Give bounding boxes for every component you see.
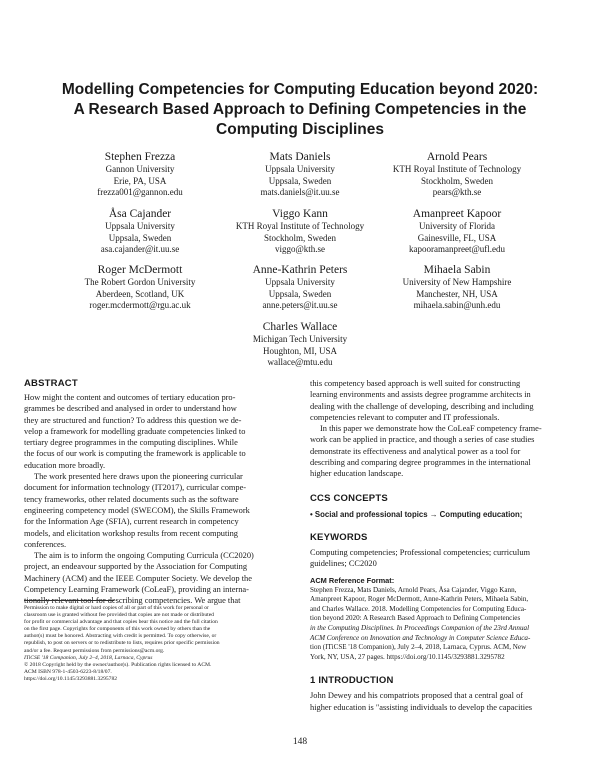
- author-email[interactable]: wallace@mtu.edu: [267, 357, 333, 367]
- right-column: [310, 378, 580, 713]
- author-location: Erie, PA, USA: [113, 175, 167, 186]
- author-affiliation: Michigan Tech University: [252, 334, 348, 344]
- ccs-heading: CCS CONCEPTS: [310, 492, 388, 504]
- text-line: dealing with the challenge of developing, describing and including: [310, 401, 534, 411]
- author-name: Mihaela Sabin: [423, 264, 491, 276]
- text-line: Amanpreet Kapoor, Roger McDermott, Anne-Kathrin Peters, Mihaela Sabin,: [310, 595, 529, 604]
- text-line: the focus of our work is computing the framework is applicable to: [24, 449, 246, 459]
- abstract-heading: ABSTRACT: [24, 378, 78, 389]
- venue-line: ITiCSE '18 Companion, July 2–4, 2018, Larnaca, Cyprus: [24, 654, 153, 661]
- author-name: Amanpreet Kapoor: [412, 208, 502, 220]
- author-email[interactable]: frezza001@gannon.edu: [97, 187, 183, 197]
- page-number: 148: [292, 737, 308, 747]
- notice-line: for profit or commercial advantage and that copies bear this notice and the full citation: [24, 619, 218, 626]
- text-line: document for information technology (IT2017), curricular compe-: [24, 483, 247, 493]
- body-paragraph: [310, 423, 580, 479]
- abstract-paragraph: [24, 471, 292, 550]
- text-line: models, and elicitation workshop results from recent computing: [24, 528, 238, 538]
- keywords-heading: KEYWORDS: [310, 531, 368, 543]
- text-line: project, an endeavour supported by the Association for Computing: [24, 562, 248, 572]
- notice-line: republish, to post on servers or to redistribute to lists, requires prior specific permission: [24, 640, 220, 647]
- text-line: learning environments and assists degree programme architects in: [310, 390, 531, 400]
- author-affiliation: The Robert Gordon University: [84, 277, 196, 287]
- text-line: guidelines; CC2020: [310, 559, 377, 569]
- author-affiliation: Uppsala University: [105, 221, 175, 231]
- text-line: higher education landscape.: [310, 469, 404, 479]
- author-email[interactable]: kapooramanpreet@ufl.edu: [409, 244, 505, 254]
- author-email[interactable]: pears@kth.se: [432, 187, 482, 197]
- author-name: Arnold Pears: [426, 151, 488, 163]
- text-line: tency frameworks, other related documents such as the software: [24, 494, 239, 504]
- author-block: [362, 150, 552, 199]
- author-affiliation: Uppsala University: [265, 164, 335, 174]
- title-line: Computing Disciplines: [216, 121, 384, 138]
- text-line: The aim is to inform the ongoing Computing Curricula (CC2020): [34, 551, 254, 561]
- author-affiliation: University of New Hampshire: [402, 277, 512, 287]
- body-paragraph: [310, 690, 580, 713]
- author-email[interactable]: roger.mcdermott@rgu.ac.uk: [89, 300, 191, 310]
- text-line: work can be applied in practice, and though a series of case studies: [310, 435, 535, 445]
- text-line: tertiary degree programmes in the computing disciplines. While: [24, 438, 238, 448]
- keywords-text: [310, 547, 580, 570]
- author-email[interactable]: viggo@kth.se: [274, 244, 326, 254]
- notice-line: author(s) must be honored. Abstracting with credit is permitted. To copy otherwise, or: [24, 633, 217, 640]
- author-affiliation: KTH Royal Institute of Technology: [235, 221, 365, 231]
- text-line: education more broadly.: [24, 460, 106, 470]
- author-affiliation: KTH Royal Institute of Technology: [392, 164, 522, 174]
- text-line: describing and comparing degree programmes in the international: [310, 458, 531, 468]
- text-line: demonstrate its effectiveness and analytical power as a tool for: [310, 446, 521, 456]
- title-line: A Research Based Approach to Defining Competencies in the: [73, 101, 527, 118]
- text-line: The work presented here draws upon the pioneering curricular: [34, 472, 243, 482]
- reference-format-heading: ACM Reference Format:: [310, 575, 395, 585]
- text-line: and Charles Wallace. 2018. Modelling Competencies for Computing Educa-: [310, 604, 527, 613]
- text-line: in the Computing Disciplines. In Proceedings Companion of the 23rd Annual: [310, 623, 530, 632]
- author-block: [362, 263, 552, 312]
- abstract-paragraph: [24, 550, 292, 606]
- author-location: Aberdeen, Scotland, UK: [95, 288, 185, 299]
- author-name: Åsa Cajander: [108, 208, 172, 220]
- text-line: conferences.: [24, 539, 67, 549]
- text-line: competencies relevant to computer and IT professionals.: [310, 412, 500, 422]
- abstract-paragraph: [24, 392, 292, 471]
- notice-line: and/or a fee. Request permissions from permissions@acm.org.: [24, 647, 165, 654]
- text-line: In this paper we demonstrate how the CoLeaF competency frame-: [320, 424, 542, 434]
- author-location: Uppsala, Sweden: [268, 288, 332, 299]
- text-line: How might the content and outcomes of tertiary education pro-: [24, 393, 236, 402]
- text-line: tion (ITiCSE '18 Companion), July 2–4, 2018, Larnaca, Cyprus. ACM, New: [310, 643, 527, 652]
- paper-title: [40, 80, 560, 140]
- author-affiliation: University of Florida: [419, 221, 495, 231]
- author-block: [362, 207, 552, 256]
- text-line: Competency Learning Framework (CoLeaF), providing an interna-: [24, 585, 249, 595]
- text-line: velop a framework for modelling graduate competencies linked to: [24, 426, 246, 436]
- isbn-line: ACM ISBN 978-1-4503-6223-8/18/07.: [24, 668, 112, 675]
- text-line: engineering competency model (SWECOM), the Skills Framework: [24, 505, 250, 515]
- text-line: Computing competencies; Professional competencies; curriculum: [310, 547, 531, 557]
- author-affiliation: Uppsala University: [265, 277, 335, 287]
- notice-line: Permission to make digital or hard copies of all or part of this work for personal or: [24, 605, 209, 611]
- author-location: Uppsala, Sweden: [108, 232, 172, 243]
- text-line: higher education is "assisting individuals to develop the capacities: [310, 702, 533, 712]
- introduction-heading: 1 INTRODUCTION: [310, 675, 394, 687]
- text-line: Machinery (ACM) and the IEEE Computer Society. We develop the: [24, 573, 252, 583]
- copyright-line: © 2018 Copyright held by the owner/author(s). Publication rights licensed to ACM.: [24, 661, 212, 668]
- author-name: Mats Daniels: [269, 151, 331, 163]
- notice-line: on the first page. Copyrights for components of this work owned by others than the: [24, 626, 211, 633]
- text-line: Stephen Frezza, Mats Daniels, Arnold Pears, Åsa Cajander, Viggo Kann,: [310, 585, 517, 594]
- text-line: tionally relevant tool for describing competencies. We argue that: [24, 596, 241, 606]
- author-affiliation: Gannon University: [105, 164, 175, 174]
- doi-link[interactable]: https://doi.org/10.1145/3293881.3295782: [24, 675, 118, 682]
- author-name: Roger McDermott: [97, 264, 183, 276]
- author-location: Uppsala, Sweden: [268, 175, 332, 186]
- reference-format-text: [310, 586, 580, 663]
- text-line: this competency based approach is well suited for constructing: [310, 379, 521, 388]
- author-name: Viggo Kann: [272, 208, 328, 220]
- permission-notice: [24, 605, 292, 683]
- text-line: they are structured and function? To address this question we de-: [24, 415, 242, 425]
- text-line: York, NY, USA, 27 pages. https://doi.org/10.1145/3293881.3295782: [310, 652, 505, 661]
- author-location: Stockholm, Sweden: [264, 232, 336, 243]
- text-line: John Dewey and his compatriots proposed that a central goal of: [310, 691, 524, 701]
- author-name: Stephen Frezza: [104, 151, 176, 163]
- ccs-text: • Social and professional topics → Computing education;: [310, 509, 523, 519]
- text-line: ACM Conference on Innovation and Technology in Computer Science Educa-: [310, 633, 531, 642]
- author-block: [205, 320, 395, 369]
- author-email[interactable]: anne.peters@it.uu.se: [262, 300, 338, 310]
- text-line: tion beyond 2020: A Research Based Approach to Defining Competencies: [310, 614, 521, 623]
- title-line: Modelling Competencies for Computing Education beyond 2020:: [61, 81, 539, 98]
- author-name: Anne-Kathrin Peters: [252, 264, 348, 276]
- author-name: Charles Wallace: [262, 321, 338, 333]
- author-email[interactable]: mats.daniels@it.uu.se: [260, 187, 340, 197]
- author-location: Stockholm, Sweden: [421, 175, 493, 186]
- author-location: Manchester, NH, USA: [416, 288, 498, 299]
- footnote-rule: [24, 600, 114, 601]
- notice-line: classroom use is granted without fee provided that copies are not made or distributed: [24, 612, 214, 619]
- author-email[interactable]: asa.cajander@it.uu.se: [100, 244, 180, 254]
- text-line: grammes be described and analysed in order to understand how: [24, 404, 237, 414]
- body-paragraph: [310, 378, 580, 423]
- author-email[interactable]: mihaela.sabin@unh.edu: [413, 300, 501, 310]
- author-location: Gainesville, FL, USA: [417, 232, 497, 243]
- text-line: for the Information Age (SFIA), current research in competency: [24, 517, 239, 527]
- left-column: [24, 378, 292, 607]
- author-location: Houghton, MI, USA: [262, 345, 337, 356]
